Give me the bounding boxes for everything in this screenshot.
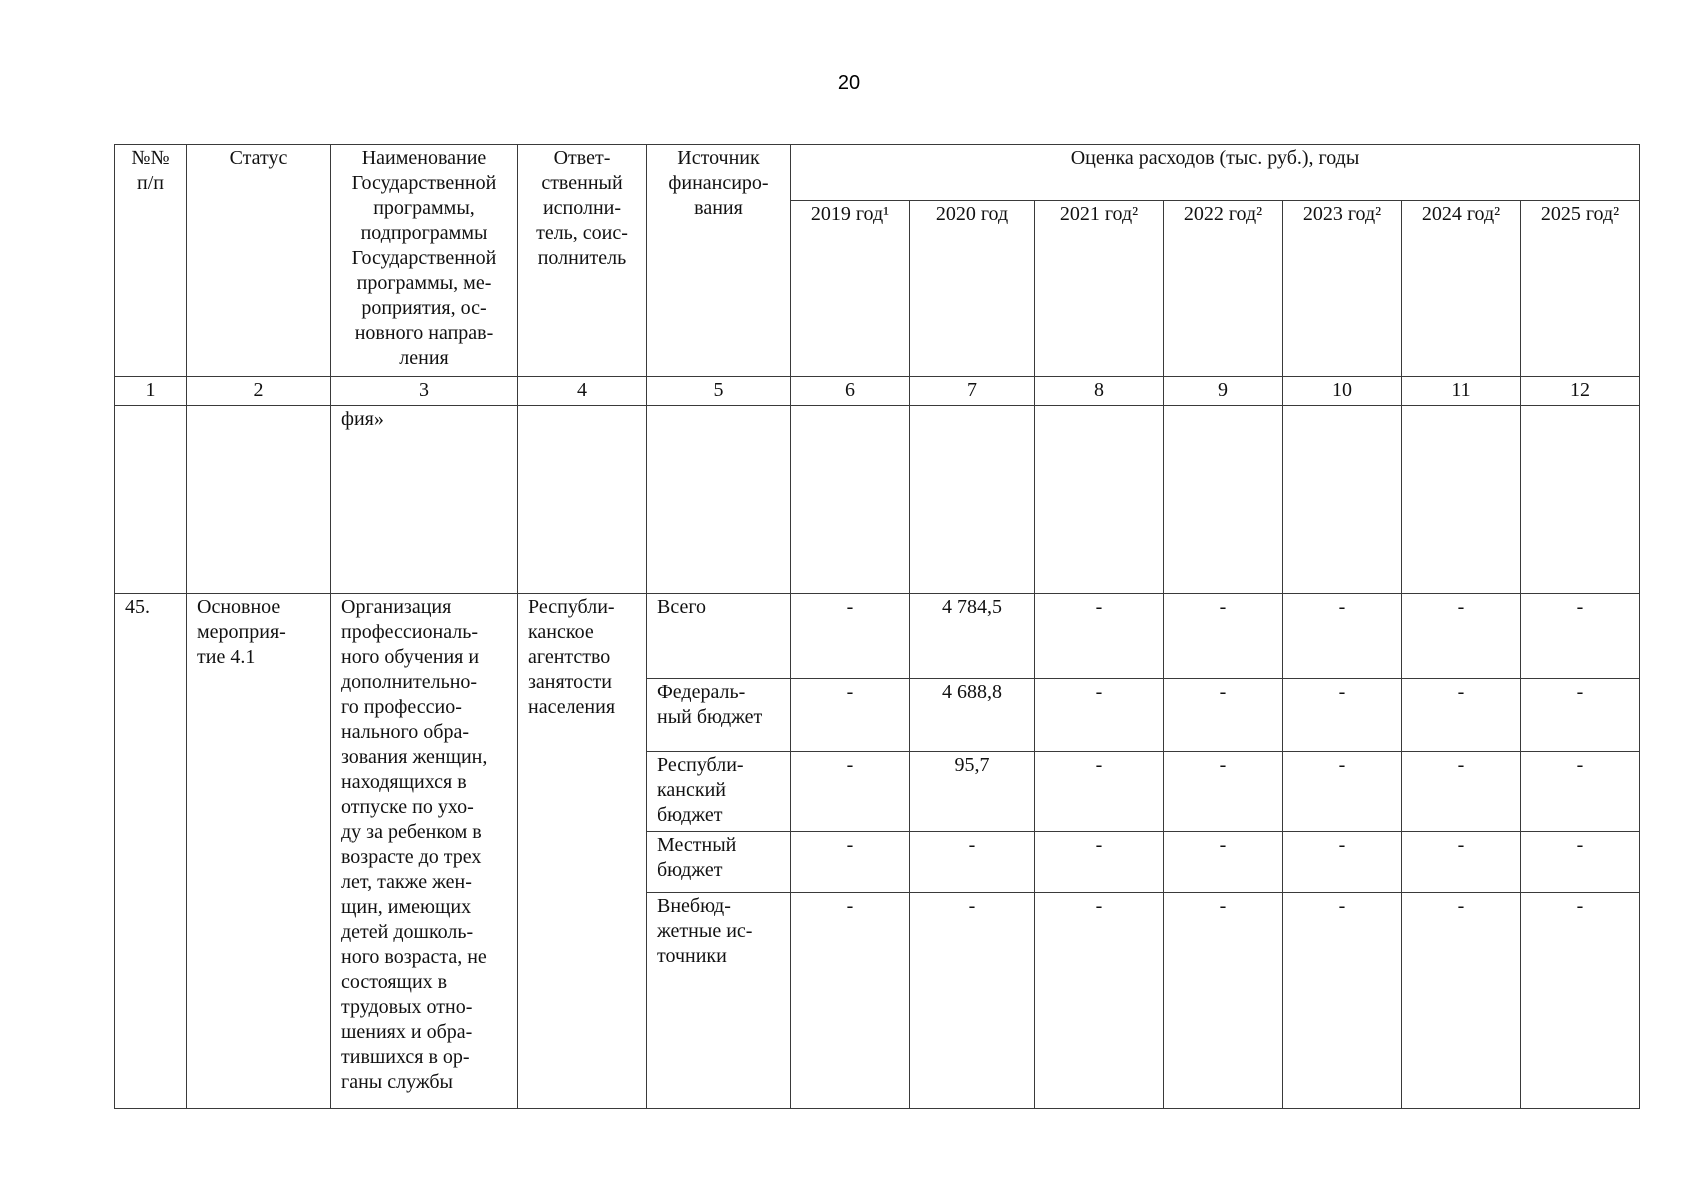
budget-table	[114, 144, 1640, 1109]
table-cell	[1035, 406, 1164, 594]
value-cell: 4 784,5	[910, 594, 1035, 679]
column-number: 2	[187, 377, 331, 406]
header-year: 2021 год²	[1035, 201, 1164, 377]
table-cell	[1402, 406, 1521, 594]
column-number: 11	[1402, 377, 1521, 406]
column-number: 9	[1164, 377, 1283, 406]
column-number: 1	[115, 377, 187, 406]
value-cell: -	[1521, 679, 1640, 752]
row-name: Организация профессиональ- ного обучения и дополнительно- го профессио- нального обра- зования женщин, находящихся в отпуске по ухо- ду за ребенком в возрасте до трех лет, также жен- щин, имеющих детей дошколь- ного возраста, не состоящих в трудовых отно- шениях и обра- тившихся в ор- ганы службы	[331, 594, 518, 1109]
continuation-row	[115, 406, 1640, 594]
value-cell: -	[910, 832, 1035, 893]
value-cell: -	[1521, 893, 1640, 1109]
header-executor: Ответ- ственный исполни- тель, соис- полнитель	[518, 145, 647, 377]
value-cell: -	[1402, 893, 1521, 1109]
header-estimate: Оценка расходов (тыс. руб.), годы	[791, 145, 1640, 201]
header-row-1	[115, 145, 1640, 201]
value-cell: -	[1035, 594, 1164, 679]
value-cell: -	[1035, 893, 1164, 1109]
column-number: 6	[791, 377, 910, 406]
value-cell: 4 688,8	[910, 679, 1035, 752]
value-cell: -	[1402, 832, 1521, 893]
value-cell: 95,7	[910, 752, 1035, 832]
header-year: 2019 год¹	[791, 201, 910, 377]
header-year: 2022 год²	[1164, 201, 1283, 377]
table-cell	[1283, 406, 1402, 594]
header-year: 2024 год²	[1402, 201, 1521, 377]
column-number: 8	[1035, 377, 1164, 406]
value-cell: -	[1283, 832, 1402, 893]
value-cell: -	[791, 893, 910, 1109]
table-cell	[115, 406, 187, 594]
header-source: Источник финансиро- вания	[647, 145, 791, 377]
source-label: Республи- канский бюджет	[647, 752, 791, 832]
source-label: Всего	[647, 594, 791, 679]
table-cell	[910, 406, 1035, 594]
header-name: Наименование Государственной программы, подпрограммы Государственной программы, ме- роприятия, ос- новного направ- ления	[331, 145, 518, 377]
table-cell	[518, 406, 647, 594]
table-cell	[187, 406, 331, 594]
source-label: Внебюд- жетные ис- точники	[647, 893, 791, 1109]
value-cell: -	[1035, 679, 1164, 752]
value-cell: -	[1035, 832, 1164, 893]
value-cell: -	[1164, 832, 1283, 893]
value-cell: -	[1164, 679, 1283, 752]
value-cell: -	[1521, 832, 1640, 893]
continuation-name: фия»	[331, 406, 518, 594]
column-numbers-row	[115, 377, 1640, 406]
value-cell: -	[1164, 594, 1283, 679]
value-cell: -	[1402, 679, 1521, 752]
page-number: 20	[837, 72, 861, 94]
table-cell	[647, 406, 791, 594]
value-cell: -	[1402, 752, 1521, 832]
column-number: 7	[910, 377, 1035, 406]
value-cell: -	[1283, 594, 1402, 679]
row-number: 45.	[115, 594, 187, 1109]
value-cell: -	[1521, 594, 1640, 679]
column-number: 4	[518, 377, 647, 406]
header-year: 2025 год²	[1521, 201, 1640, 377]
column-number: 3	[331, 377, 518, 406]
table-cell	[791, 406, 910, 594]
source-label: Федераль- ный бюджет	[647, 679, 791, 752]
column-number: 10	[1283, 377, 1402, 406]
value-cell: -	[1164, 752, 1283, 832]
value-cell: -	[791, 832, 910, 893]
value-cell: -	[1283, 752, 1402, 832]
column-number: 12	[1521, 377, 1640, 406]
column-number: 5	[647, 377, 791, 406]
header-year: 2020 год	[910, 201, 1035, 377]
header-year: 2023 год²	[1283, 201, 1402, 377]
table-cell	[1521, 406, 1640, 594]
row-status: Основное мероприя- тие 4.1	[187, 594, 331, 1109]
row-executor: Республи- канское агентство занятости населения	[518, 594, 647, 1109]
value-cell: -	[791, 752, 910, 832]
source-label: Местный бюджет	[647, 832, 791, 893]
value-cell: -	[791, 594, 910, 679]
value-cell: -	[1283, 679, 1402, 752]
table-cell	[1164, 406, 1283, 594]
value-cell: -	[1283, 893, 1402, 1109]
header-number: №№ п/п	[115, 145, 187, 377]
value-cell: -	[910, 893, 1035, 1109]
table-row	[115, 594, 1640, 679]
value-cell: -	[1521, 752, 1640, 832]
value-cell: -	[1402, 594, 1521, 679]
header-status: Статус	[187, 145, 331, 377]
value-cell: -	[791, 679, 910, 752]
value-cell: -	[1035, 752, 1164, 832]
value-cell: -	[1164, 893, 1283, 1109]
